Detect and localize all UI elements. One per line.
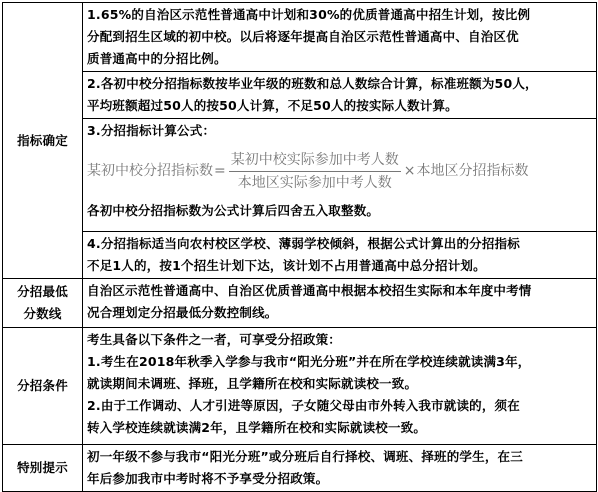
text-line: 4.分招指标适当向农村校区学校、薄弱学校倾斜，根据公式计算出的分招指标 [87, 236, 520, 251]
formula-left: 某初中校分招指标数 [87, 163, 213, 179]
row-label-special-notice: 特别提示 [3, 445, 83, 492]
text-line: 不足1人的，按1个招生计划下达，该计划不占用普通高中总分招计划。 [87, 258, 486, 273]
text-line: 2.各初中校分招指标数按毕业年级的班数和总人数综合计算，标准班额为50人， [87, 76, 538, 91]
text-line: 就读期间未调班、择班，且学籍所在校和实际就读校一致。 [87, 376, 418, 391]
formula-equals: = [214, 163, 226, 179]
table-row [3, 119, 597, 232]
row-label-min-score [3, 279, 83, 328]
special-notice-content [83, 445, 597, 492]
text-line: 1.65%的自治区示范性普通高中计划和30%的优质普通高中招生计划，按比例 [87, 7, 531, 22]
formula-denominator: 本地区实际参加中考人数 [237, 174, 392, 191]
formula-right: 本地区分招指标数 [416, 163, 529, 179]
row-label-conditions: 分招条件 [3, 328, 83, 445]
formula-fraction [229, 149, 401, 194]
text-line: 平均班额超过50人的按50人计算，不足50人的按实际人数计算。 [87, 98, 458, 113]
text-line: 分配到招生区域的初中校。以后将逐年提高自治区示范性普通高中、自治区优 [87, 29, 519, 44]
table-row [3, 3, 597, 72]
formula-title: 3.分招指标计算公式： [87, 123, 216, 138]
quota-formula [87, 142, 592, 200]
text-line: 质普通高中的分招比例。 [87, 51, 227, 66]
formula-numerator: 某初中校实际参加中考人数 [229, 149, 401, 172]
text-line: 初一年级不参与我市“阳光分班”或分班后自行择校、调班、择班的学生，在三 [87, 449, 523, 464]
text-line: 况合理划定分招最低分数控制线。 [87, 305, 278, 320]
text-line: 自治区示范性普通高中、自治区优质普通高中根据本校招生实际和本年度中考情 [87, 283, 532, 298]
policy-item-1 [83, 3, 597, 72]
table-row [3, 279, 597, 328]
label-line: 分招最低 [17, 284, 68, 299]
formula-note: 各初中校分招指标数为公式计算后四舍五入取整数。 [87, 203, 380, 218]
text-line: 1.考生在2018年秋季入学参与我市“阳光分班”并在所在学校连续就读满3年， [87, 354, 531, 369]
row-label-indicator: 指标确定 [3, 3, 83, 279]
policy-item-3 [83, 119, 597, 232]
table-row [3, 445, 597, 492]
table-row [3, 328, 597, 445]
table-row [3, 232, 597, 279]
text-line: 年后参加我市中考时将不予享受分招政策。 [87, 471, 329, 486]
enrollment-policy-table [2, 2, 597, 492]
conditions-content [83, 328, 597, 445]
policy-item-4 [83, 232, 597, 279]
text-line: 转入学校连续就读满2年，且学籍所在校和实际就读校一致。 [87, 420, 427, 435]
text-line: 2.由于工作调动、人才引进等原因，子女随父母由市外转入我市就读的，须在 [87, 398, 520, 413]
text-line: 考生具备以下条件之一者，可享受分招政策： [87, 332, 342, 347]
policy-item-2 [83, 72, 597, 119]
formula-times: × [403, 163, 416, 179]
min-score-content [83, 279, 597, 328]
label-line: 分数线 [23, 306, 62, 321]
table-row [3, 72, 597, 119]
